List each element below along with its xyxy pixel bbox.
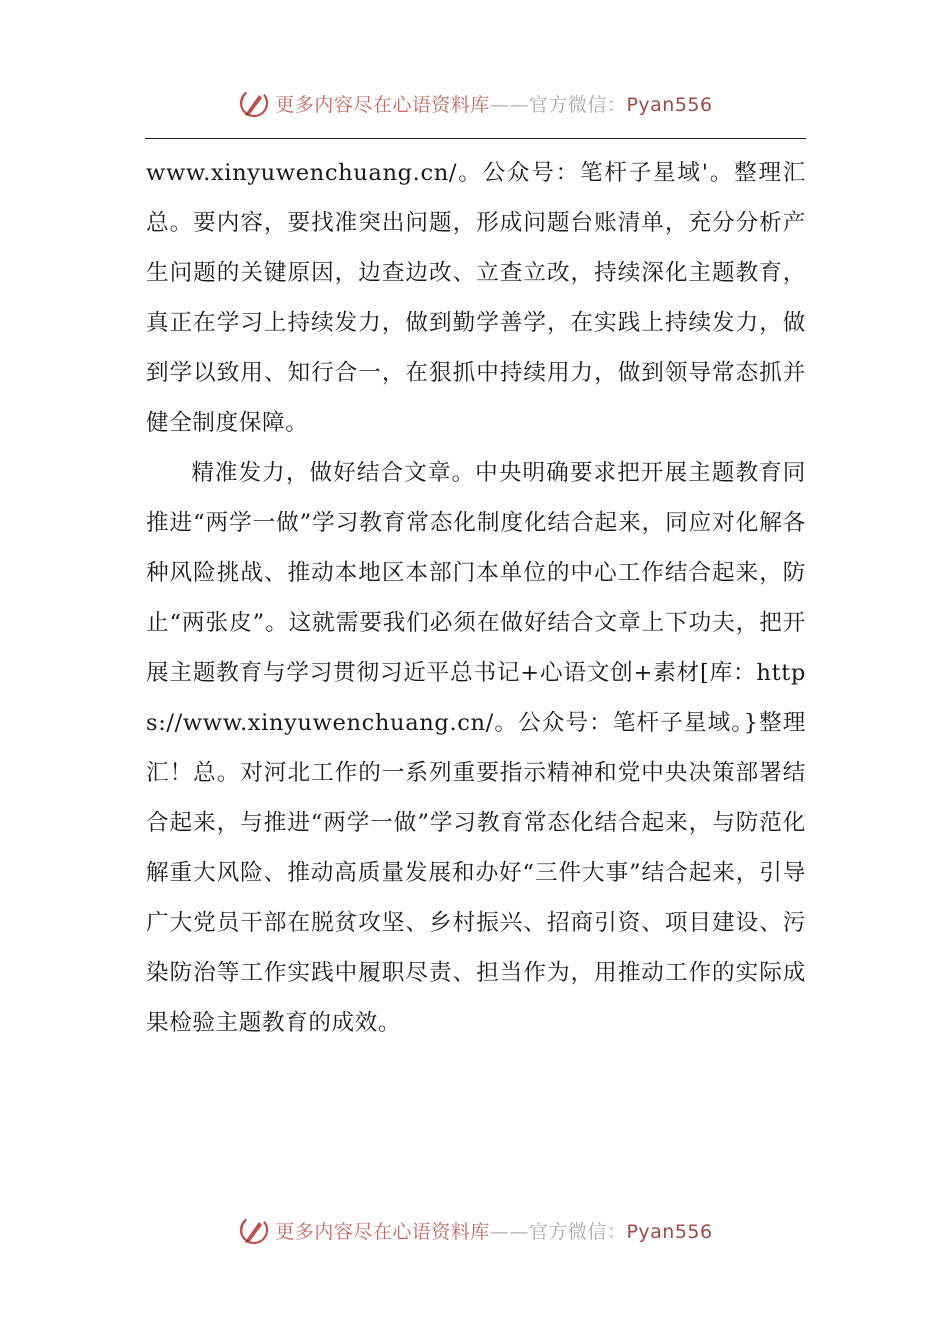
- header-banner-separator: ——: [489, 93, 529, 116]
- body-paragraph-2: 精准发力，做好结合文章。中央明确要求把开展主题教育同推进“两学一做”学习教育常态化制度化结合起来，同应对化解各种风险挑战、推动本地区本部门本单位的中心工作结合起来，防止“两张皮”。这就需要我们必须在做好结合文章上下功夫，把开展主题教育与学习贯彻习近平总书记+心语文创+素材[库：https://www.xinyuwenchuang.cn/。公众号：笔杆子星域。}整理汇！总。对河北工作的一系列重要指示精神和党中央决策部署结合起来，与推进“两学一做”学习教育常态化结合起来，与防范化解重大风险、推动高质量发展和办好“三件大事”结合起来，引导广大党员干部在脱贫攻坚、乡村振兴、招商引资、项目建设、污染防治等工作实践中履职尽责、担当作为，用推动工作的实际成果检验主题教育的成效。: [146, 460, 806, 1036]
- header-banner-account: Pyan556: [626, 93, 713, 116]
- footer-banner-label: 官方微信：: [528, 1220, 627, 1243]
- header-rule: [145, 138, 806, 139]
- document-body: [146, 148, 806, 1048]
- pen-nib-logo-icon: [237, 86, 271, 120]
- footer-banner-text: [275, 1217, 712, 1244]
- footer-banner-separator: ——: [489, 1220, 529, 1243]
- header-banner-title: 更多内容尽在心语资料库: [275, 93, 490, 116]
- footer-banner-account: Pyan556: [626, 1220, 713, 1243]
- pen-nib-logo-icon: [237, 1213, 271, 1247]
- footer-banner-title: 更多内容尽在心语资料库: [275, 1220, 490, 1243]
- header-banner: [0, 83, 950, 123]
- footer-banner: [0, 1210, 950, 1250]
- header-banner-text: [275, 90, 712, 117]
- body-paragraph-1: www.xinyuwenchuang.cn/。公众号：笔杆子星域'。整理汇总。要内容，要找准突出问题，形成问题台账清单，充分分析产生问题的关键原因，边查边改、立查立改，持续深化主题教育，真正在学习上持续发力，做到勤学善学，在实践上持续发力，做到学以致用、知行合一，在狠抓中持续用力，做到领导常态抓并健全制度保障。: [146, 160, 806, 436]
- header-banner-label: 官方微信：: [528, 93, 627, 116]
